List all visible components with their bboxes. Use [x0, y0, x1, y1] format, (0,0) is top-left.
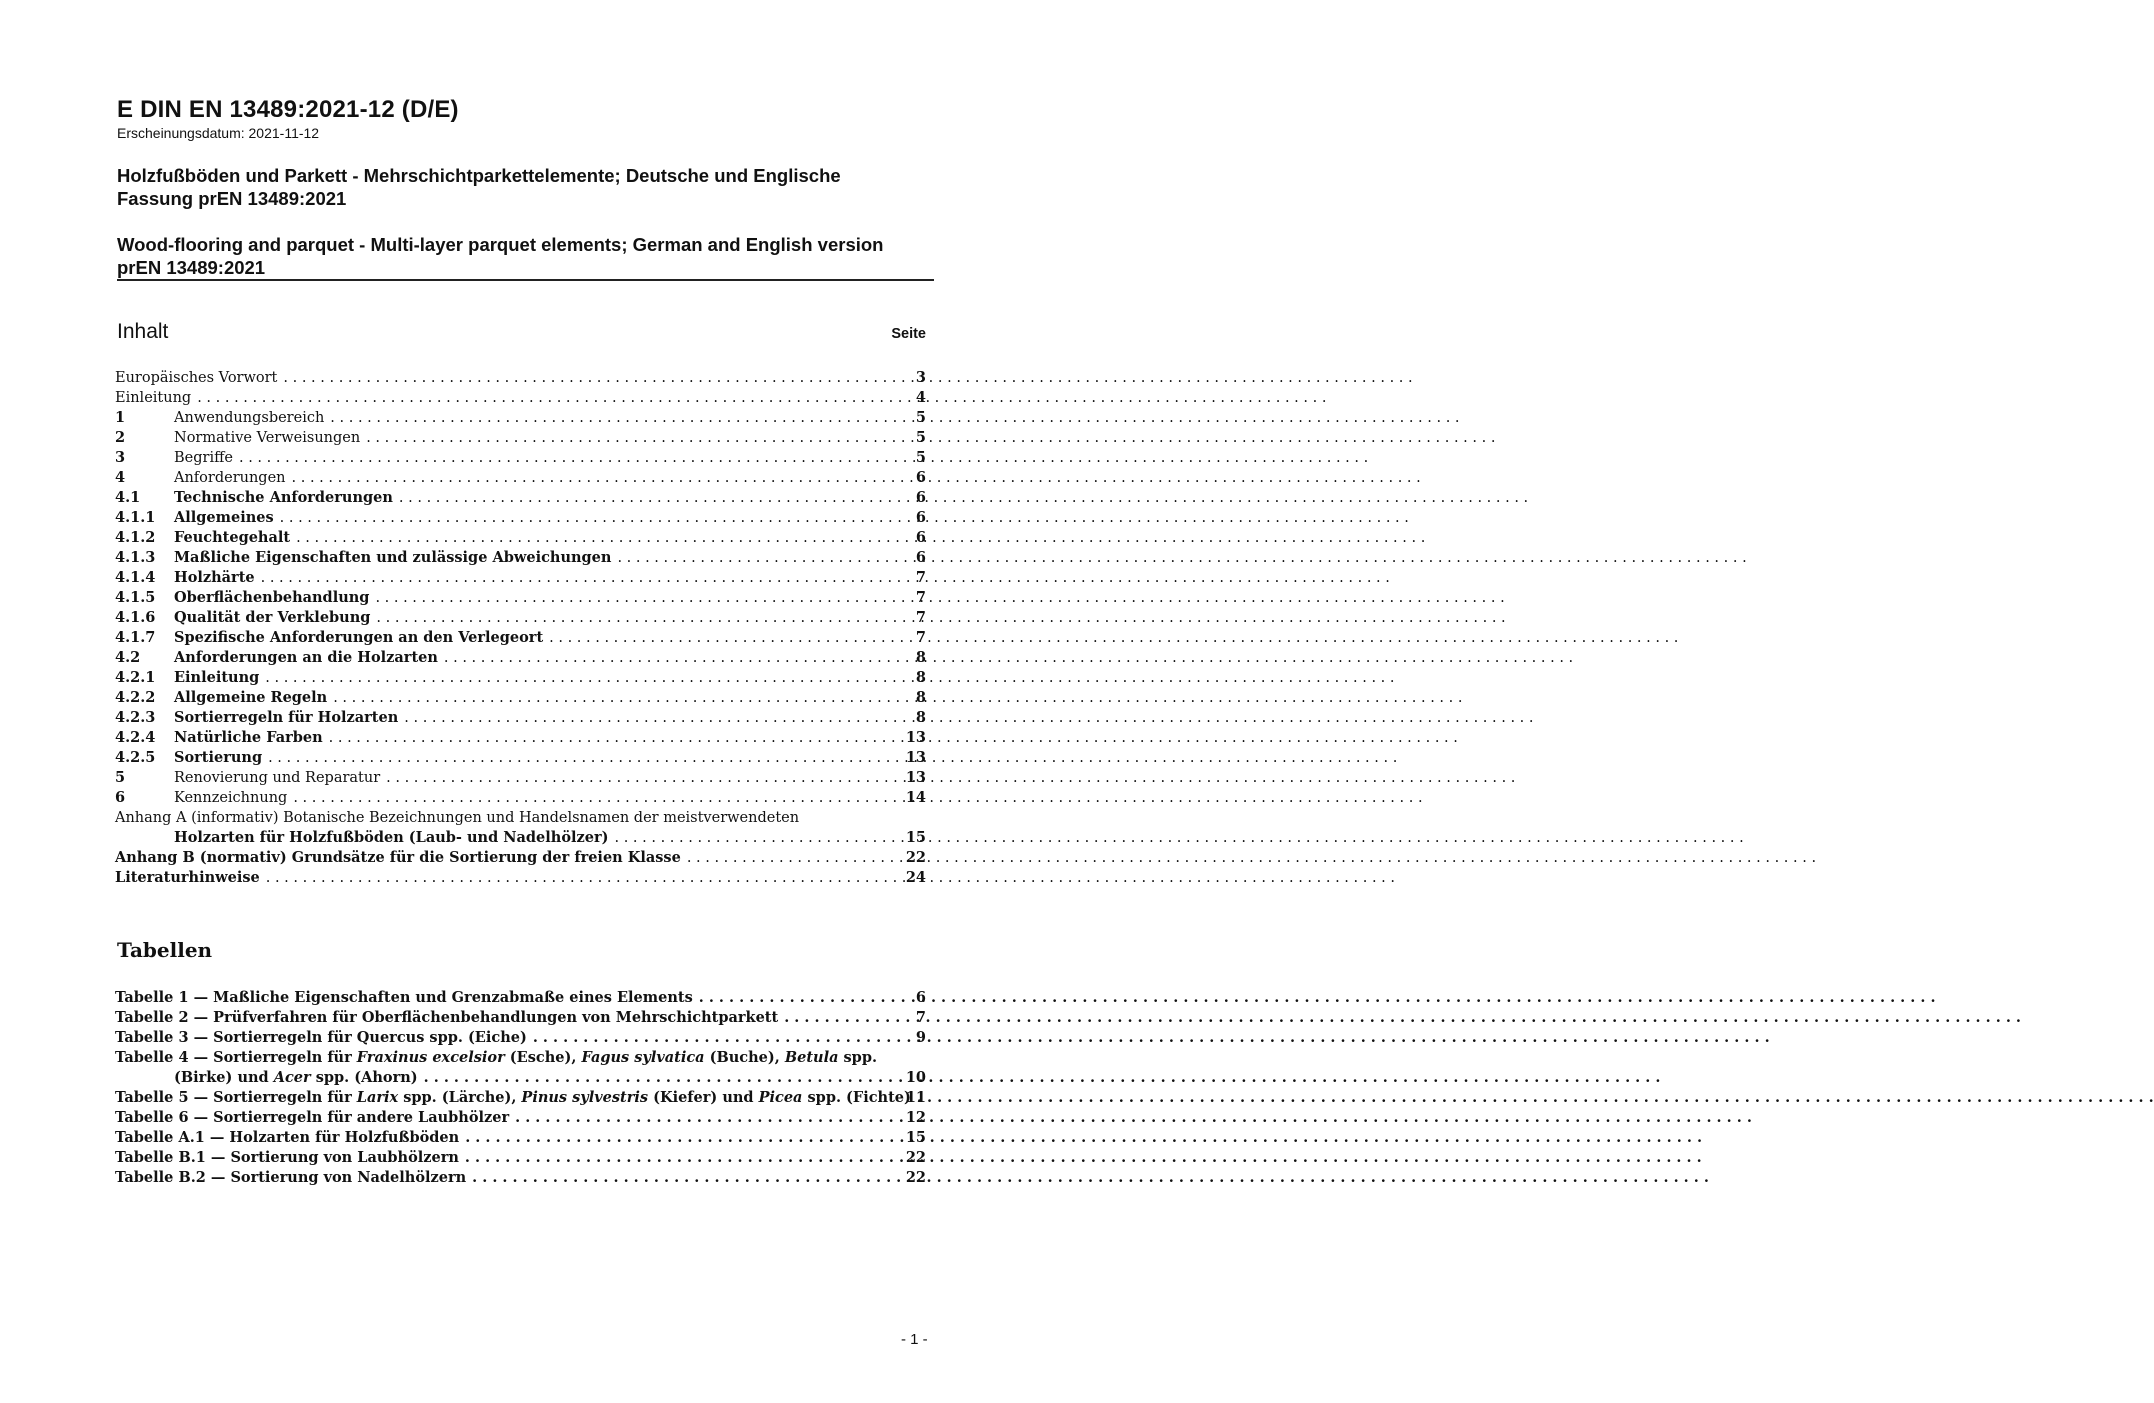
toc-entry[interactable] — [115, 528, 926, 548]
toc-entry[interactable] — [115, 668, 926, 688]
toc-entry[interactable] — [115, 548, 926, 568]
table-entry-text: Tabelle 4 — Sortierregeln für Fraxinus excelsior (Esche), Fagus sylvatica (Buche), Betula spp. — [115, 1049, 878, 1066]
table-entry-page: 6 — [915, 989, 926, 1006]
toc-entry-number: 4.1 — [115, 489, 141, 506]
toc-entry-number: 4.1.7 — [115, 629, 156, 646]
toc-entry-number: 4.2.3 — [115, 709, 156, 726]
toc-entry[interactable] — [115, 448, 926, 468]
title-english: Wood-flooring and parquet - Multi-layer parquet elements; German and English version prEN 13489:2021 — [117, 234, 884, 278]
toc-entry-page: 4 — [915, 389, 926, 406]
toc-entry-page: 24 — [905, 869, 926, 886]
table-entry-text: Tabelle 6 — Sortierregeln für andere Laubhölzer — [115, 1109, 510, 1126]
toc-entry-page: 22 — [905, 849, 926, 866]
toc-entry-number: 4.1.1 — [115, 509, 156, 526]
table-entry-text: Tabelle A.1 — Holzarten für Holzfußböden — [115, 1129, 460, 1146]
toc-entry[interactable] — [115, 428, 926, 448]
toc-entry-page: 8 — [915, 649, 926, 666]
toc-entry-page: 13 — [905, 729, 926, 746]
toc-entry[interactable] — [115, 688, 926, 708]
table-entry-2[interactable] — [115, 1008, 926, 1028]
toc-entry[interactable] — [115, 628, 926, 648]
toc-entry-annex-a-continued[interactable] — [115, 828, 926, 848]
toc-entry-annex-b[interactable] — [115, 848, 926, 868]
toc-entry-text: Allgemeines — [174, 509, 274, 526]
document-page — [0, 0, 992, 1403]
toc-entry-text: Holzhärte — [174, 569, 255, 586]
toc-entry-text: Qualität der Verklebung — [174, 609, 371, 626]
toc-entry-page: 8 — [915, 709, 926, 726]
toc-entry-text: Oberflächenbehandlung — [174, 589, 370, 606]
toc-entry-number: 4.1.3 — [115, 549, 156, 566]
table-entry-page: 12 — [905, 1109, 926, 1126]
table-entry-text: Tabelle 5 — Sortierregeln für Larix spp. (Lärche), Pinus sylvestris (Kiefer) und Picea spp. (Fichte) — [115, 1089, 911, 1106]
toc-entry[interactable] — [115, 708, 926, 728]
toc-entry-number: 6 — [115, 789, 126, 806]
toc-entry[interactable] — [115, 608, 926, 628]
toc-entry-number: 4.2.2 — [115, 689, 156, 706]
toc-entry[interactable] — [115, 728, 926, 748]
table-entry-page: 22 — [905, 1169, 926, 1186]
toc-entries — [115, 368, 926, 808]
toc-entry-page: 13 — [905, 769, 926, 786]
toc-entry-page: 7 — [915, 629, 926, 646]
toc-entry-number: 5 — [115, 769, 126, 786]
page-column-label: Seite — [891, 326, 926, 342]
table-entry-5[interactable] — [115, 1088, 926, 1108]
table-entry-text: Tabelle 2 — Prüfverfahren für Oberflächenbehandlungen von Mehrschichtparkett — [115, 1009, 779, 1026]
toc-entry-page: 14 — [905, 789, 926, 806]
table-entry-1[interactable] — [115, 988, 926, 1008]
toc-entry-number: 4.2.5 — [115, 749, 156, 766]
table-entry-b2[interactable] — [115, 1168, 926, 1188]
tables-heading: Tabellen — [117, 938, 213, 962]
table-entry-page: 15 — [905, 1129, 926, 1146]
toc-entry-page: 6 — [915, 549, 926, 566]
toc-entry-page: 8 — [915, 689, 926, 706]
table-entry-text: Tabelle B.1 — Sortierung von Laubhölzern — [115, 1149, 459, 1166]
toc-entry-text: Einleitung — [174, 669, 260, 686]
table-entry-text: (Birke) und Acer spp. (Ahorn) — [174, 1069, 418, 1086]
toc-entry-text: Literaturhinweise — [115, 869, 260, 886]
toc-entry-number: 4.1.2 — [115, 529, 156, 546]
toc-entry-number: 1 — [115, 409, 126, 426]
toc-entry-text: Anhang B (normativ) Grundsätze für die Sortierung der freien Klasse — [115, 849, 681, 866]
toc-entry-text: Kennzeichnung — [174, 790, 288, 806]
toc-entry-page: 6 — [915, 509, 926, 526]
toc-entry-text: Normative Verweisungen — [174, 430, 361, 446]
page-number: - 1 - — [901, 1331, 928, 1348]
toc-entry-text: Natürliche Farben — [174, 729, 323, 746]
toc-entry-page: 7 — [915, 569, 926, 586]
document-title: E DIN EN 13489:2021-12 (D/E) — [117, 96, 459, 123]
toc-entry-page: 6 — [915, 489, 926, 506]
toc-entry[interactable] — [115, 568, 926, 588]
toc-entry[interactable] — [115, 488, 926, 508]
toc-entry-number: 4.2.4 — [115, 729, 156, 746]
table-entry-a1[interactable] — [115, 1128, 926, 1148]
toc-entry-page: 7 — [915, 609, 926, 626]
toc-entry-text: Feuchtegehalt — [174, 529, 291, 546]
toc-entry-text: Sortierregeln für Holzarten — [174, 709, 399, 726]
table-entry-3[interactable] — [115, 1028, 926, 1048]
title-german: Holzfußböden und Parkett - Mehrschichtparkettelemente; Deutsche und Englische Fassung prEN 13489:2021 — [117, 165, 841, 209]
table-entry-text: Tabelle 3 — Sortierregeln für Quercus spp. (Eiche) — [115, 1029, 527, 1046]
toc-entry-text: Renovierung und Reparatur — [174, 770, 381, 786]
toc-entry[interactable] — [115, 368, 926, 388]
toc-entry-text: Anhang A (informativ) Botanische Bezeichnungen und Handelsnamen der meistverwendeten — [115, 810, 800, 826]
toc-entry-text: Europäisches Vorwort — [115, 370, 278, 386]
toc-entry-number: 4.1.6 — [115, 609, 156, 626]
toc-entry-bibliography[interactable] — [115, 868, 926, 888]
publication-date: Erscheinungsdatum: 2021-11-12 — [117, 125, 320, 141]
toc-entry-page: 13 — [905, 749, 926, 766]
toc-entry-page: 3 — [915, 369, 926, 386]
table-entry-b1[interactable] — [115, 1148, 926, 1168]
table-entry-4[interactable] — [115, 1048, 926, 1068]
toc-entry-text: Anforderungen an die Holzarten — [174, 649, 438, 666]
toc-entry-text: Anwendungsbereich — [174, 410, 325, 426]
toc-entry-page: 7 — [915, 589, 926, 606]
toc-entry-text: Anforderungen — [174, 470, 286, 486]
toc-entry-text: Einleitung — [115, 390, 192, 406]
toc-entry-text: Sortierung — [174, 749, 263, 766]
toc-entry-number: 4.1.4 — [115, 569, 156, 586]
table-entry-4-continued[interactable] — [115, 1068, 926, 1088]
toc-entry[interactable] — [115, 648, 926, 668]
toc-entry[interactable] — [115, 588, 926, 608]
toc-entry-page: 6 — [915, 469, 926, 486]
toc-entry-text: Allgemeine Regeln — [174, 689, 328, 706]
toc-entry-number: 4 — [115, 469, 126, 486]
toc-entry-page: 15 — [905, 829, 926, 846]
toc-entry-text: Maßliche Eigenschaften und zulässige Abweichungen — [174, 549, 612, 566]
table-entry-page: 9 — [915, 1029, 926, 1046]
toc-entry-number: 2 — [115, 429, 126, 446]
toc-entry[interactable] — [115, 388, 926, 408]
toc-entry[interactable] — [115, 408, 926, 428]
table-entry-text: Tabelle 1 — Maßliche Eigenschaften und Grenzabmaße eines Elements — [115, 989, 693, 1006]
toc-entry-text: Spezifische Anforderungen an den Verlegeort — [174, 629, 544, 646]
toc-entry-text: Holzarten für Holzfußböden (Laub- und Nadelhölzer) — [174, 829, 609, 846]
table-entry-page: 10 — [905, 1069, 926, 1086]
toc-entry-page: 8 — [915, 669, 926, 686]
table-entry-page: 7 — [915, 1009, 926, 1026]
toc-entry-page: 5 — [915, 449, 926, 466]
toc-entry-page: 6 — [915, 529, 926, 546]
table-entry-text: Tabelle B.2 — Sortierung von Nadelhölzern — [115, 1169, 467, 1186]
toc-entry-number: 4.1.5 — [115, 589, 156, 606]
toc-entry-page: 5 — [915, 429, 926, 446]
table-entry-6[interactable] — [115, 1108, 926, 1128]
toc-entry[interactable] — [115, 788, 926, 808]
table-entry-page: 22 — [905, 1149, 926, 1166]
toc-entry-text: Technische Anforderungen — [174, 489, 393, 506]
header-divider — [117, 279, 934, 281]
toc-entry-text: Begriffe — [174, 450, 233, 466]
toc-entry[interactable] — [115, 748, 926, 768]
list-of-tables — [115, 988, 926, 1188]
toc-entry-page: 5 — [915, 409, 926, 426]
contents-heading: Inhalt — [117, 320, 169, 343]
toc-entry[interactable] — [115, 768, 926, 788]
toc-entry-number: 4.2.1 — [115, 669, 156, 686]
toc-entry-number: 3 — [115, 449, 126, 466]
toc-entry[interactable] — [115, 508, 926, 528]
toc-entry-annex-a[interactable] — [115, 808, 926, 828]
table-of-contents — [115, 368, 926, 888]
table-entry-page: 11 — [905, 1089, 926, 1106]
toc-entry[interactable] — [115, 468, 926, 488]
toc-entry-number: 4.2 — [115, 649, 141, 666]
